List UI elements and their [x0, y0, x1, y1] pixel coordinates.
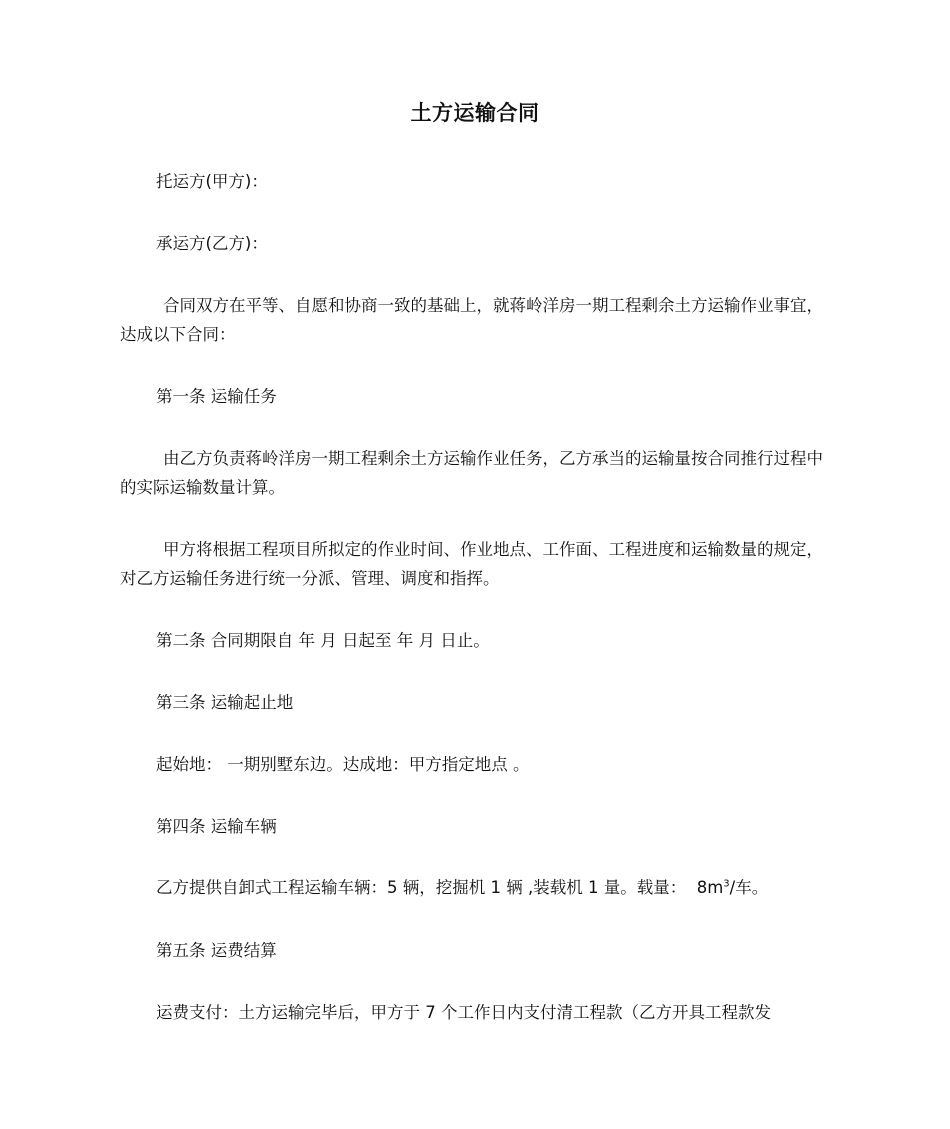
article1-paragraph-1: 由乙方负责蒋岭洋房一期工程剩余土方运输作业任务，乙方承当的运输量按合同推行过程中的实际运输数量计算。	[120, 449, 823, 497]
article5-body: 运费支付：土方运输完毕后，甲方于 7 个工作日内支付清工程款（乙方开具工程款发	[156, 1003, 771, 1022]
carrier-line: 承运方(乙方)：	[156, 234, 268, 253]
article3-body: 起始地： 一期别墅东边。达成地：甲方指定地点 。	[156, 755, 530, 774]
cubic-superscript: 3	[723, 878, 730, 890]
article4-heading: 第四条 运输车辆	[156, 817, 277, 836]
article4-body-unit: /车。	[729, 878, 769, 897]
article4-body	[120, 873, 832, 902]
article4-body-text: 乙方提供自卸式工程运输车辆：5 辆，挖掘机 1 辆 ,装载机 1 量。载量： 8m	[156, 878, 724, 897]
article3-heading: 第三条 运输起止地	[156, 693, 294, 712]
article1-paragraph-2: 甲方将根据工程项目所拟定的作业时间、作业地点、工作面、工程进度和运输数量的规定，对乙方运输任务进行统一分派、管理、调度和指挥。	[120, 540, 823, 588]
consignor-line: 托运方(甲方)：	[156, 172, 268, 191]
article2-line: 第二条 合同期限自 年 月 日起至 年 月 日止。	[156, 631, 490, 650]
article1-heading: 第一条 运输任务	[156, 387, 277, 406]
preamble-paragraph: 合同双方在平等、自愿和协商一致的基础上，就蒋岭洋房一期工程剩余土方运输作业事宜，达成以下合同：	[120, 296, 823, 344]
document-title: 土方运输合同	[410, 101, 540, 125]
article5-heading: 第五条 运费结算	[156, 941, 277, 960]
